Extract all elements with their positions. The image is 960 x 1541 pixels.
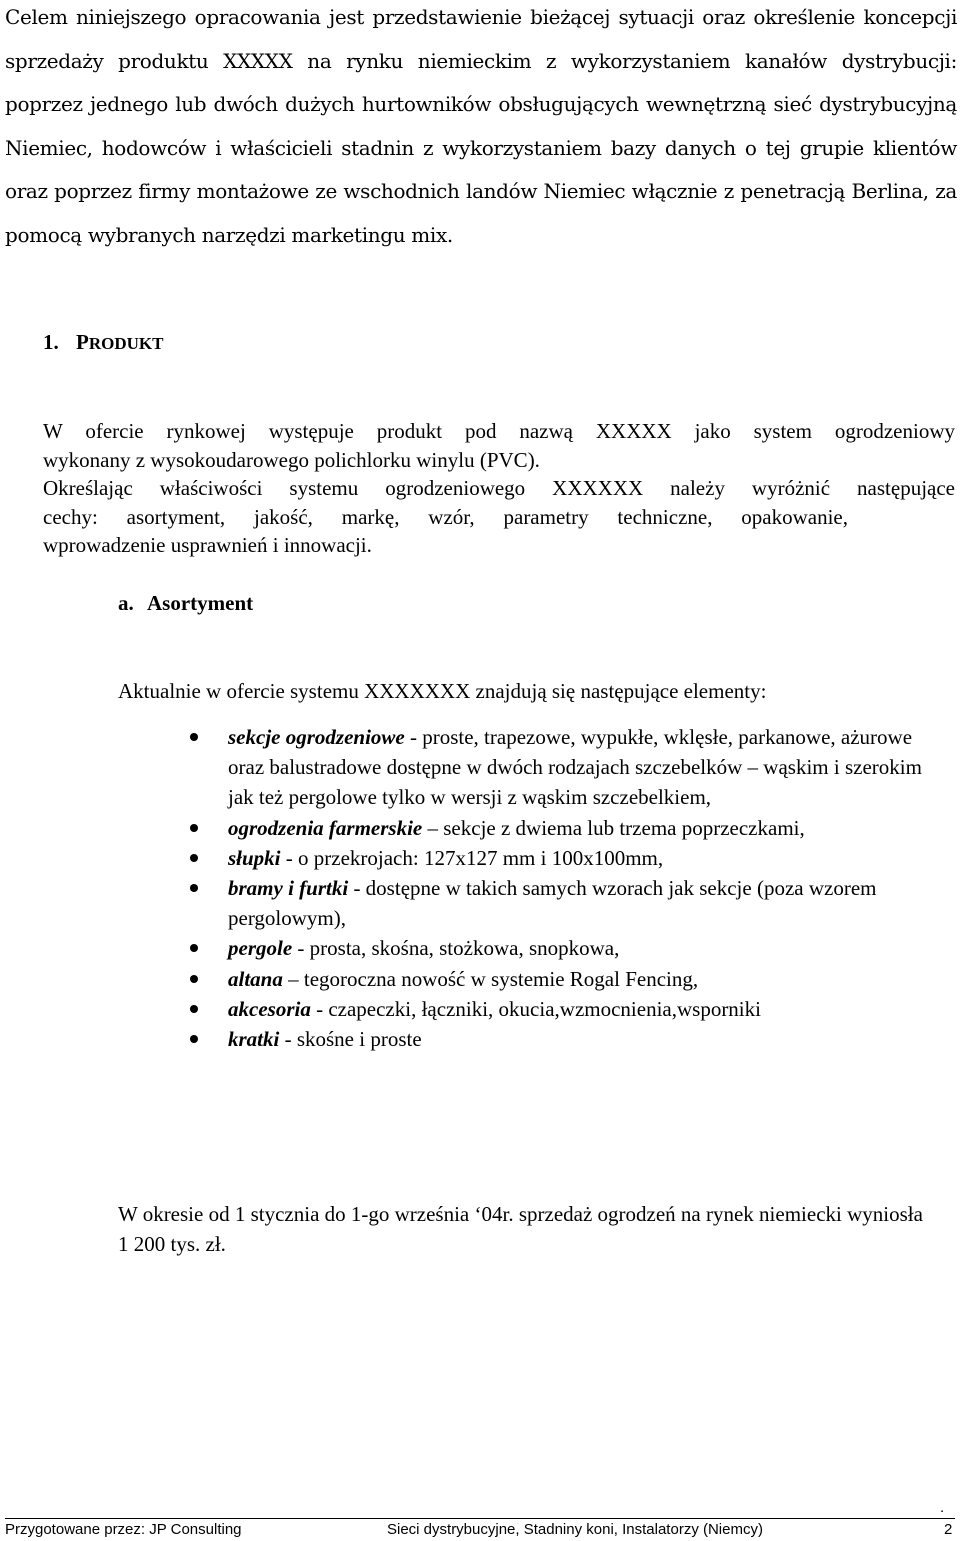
product-paragraph [43, 417, 955, 560]
list-item [190, 994, 950, 1024]
offer-paragraph: Aktualnie w ofercie systemu XXXXXXX znajdują się następujące elementy: [118, 679, 767, 703]
feature-desc: - proste, trapezowe, wypukłe, wklęsłe, parkanowe, ażurowe oraz balustradowe dostępne w dwóch rodzajach szczebelków – wąskim i szerokim jak też pergolowe tylko w wersji z wąskim szczebelkiem, [228, 725, 922, 810]
list-item [190, 813, 950, 843]
section-heading [43, 330, 163, 355]
footer-dot: . [940, 1499, 945, 1516]
footer-page-number: 2 [944, 1521, 953, 1538]
feature-list [190, 722, 950, 1054]
bullet-icon [190, 1035, 198, 1043]
bullet-icon [190, 975, 198, 983]
subsection-letter: a. [118, 591, 134, 615]
feature-desc: - skośne i proste [279, 1027, 422, 1052]
section-title-rest: RODUKT [88, 334, 164, 353]
footer-prepared-by: Przygotowane przez: JP Consulting [5, 1521, 242, 1538]
feature-desc: - dostępne w takich samych wzorach jak sekcje (poza wzorem pergolowym), [228, 876, 877, 931]
feature-desc: – sekcje z dwiema lub trzema poprzeczkami, [422, 815, 805, 840]
list-item [190, 843, 950, 873]
section-title-initial: P [76, 330, 89, 354]
bullet-icon [190, 1005, 198, 1013]
feature-desc: – tegoroczna nowość w systemie Rogal Fencing, [282, 966, 699, 991]
product-line: Określając właściwości systemu ogrodzeniowego XXXXXX należy wyróżnić następujące [43, 476, 955, 500]
product-line: W ofercie rynkowej występuje produkt pod nazwą XXXXX jako system ogrodzeniowy [43, 419, 955, 443]
subsection-heading [118, 591, 253, 616]
bullet-icon [190, 884, 198, 892]
section-number: 1. [43, 330, 59, 354]
bullet-icon [190, 854, 198, 862]
section-title [76, 330, 163, 354]
feature-desc: - o przekrojach: 127x127 mm i 100x100mm, [280, 845, 664, 870]
feature-desc: - czapeczki, łączniki, okucia,wzmocnienia,wsporniki [310, 996, 761, 1021]
bullet-icon [190, 824, 198, 832]
list-item [190, 964, 950, 994]
bullet-icon [190, 944, 198, 952]
feature-term: kratki [228, 1027, 280, 1052]
product-line: wprowadzenie usprawnień i innowacji. [43, 533, 372, 557]
feature-term: akcesoria [228, 996, 311, 1021]
feature-term: słupki [228, 845, 281, 870]
list-item [190, 722, 928, 813]
product-line: wykonany z wysokoudarowego polichlorku winylu (PVC). [43, 447, 540, 472]
intro-paragraph: Celem niniejszego opracowania jest przedstawienie bieżącej sytuacji oraz określenie koncepcji sprzedaży produktu XXXXX na rynku niemieckim z wykorzystaniem kanałów dystrybucji: poprzez jednego lub dwóch dużych hurtowników obsługujących wewnętrzną sieć dystrybucyjną Niemiec, hodowców i właścicieli stadnin z wykorzystaniem bazy danych o tej grupie klientów oraz poprzez firmy montażowe ze wschodnich landów Niemiec włącznie z penetracją Berlina, za pomocą wybranych narzędzi marketingu mix. [5, 5, 957, 247]
feature-term: sekcje ogrodzeniowe [228, 725, 405, 749]
subsection-title: Asortyment [147, 591, 254, 615]
bullet-icon [190, 733, 198, 741]
product-line: cechy: asortyment, jakość, markę, wzór, parametry techniczne, opakowanie, [43, 504, 848, 529]
list-item [190, 1024, 950, 1054]
footer-document-title: Sieci dystrybucyjne, Stadniny koni, Instalatorzy (Niemcy) [387, 1521, 763, 1538]
feature-desc: - prosta, skośna, stożkowa, snopkowa, [292, 936, 620, 961]
footer-divider [5, 1518, 955, 1519]
list-item [190, 873, 918, 933]
feature-term: ogrodzenia farmerskie [228, 815, 423, 840]
list-item [190, 933, 950, 963]
feature-term: altana [228, 966, 283, 991]
sales-paragraph: W okresie od 1 stycznia do 1-go września ‘04r. sprzedaż ogrodzeń na rynek niemiecki wyniosła 1 200 tys. zł. [118, 1202, 923, 1256]
feature-term: pergole [228, 936, 293, 961]
feature-term: bramy i furtki [228, 876, 349, 901]
